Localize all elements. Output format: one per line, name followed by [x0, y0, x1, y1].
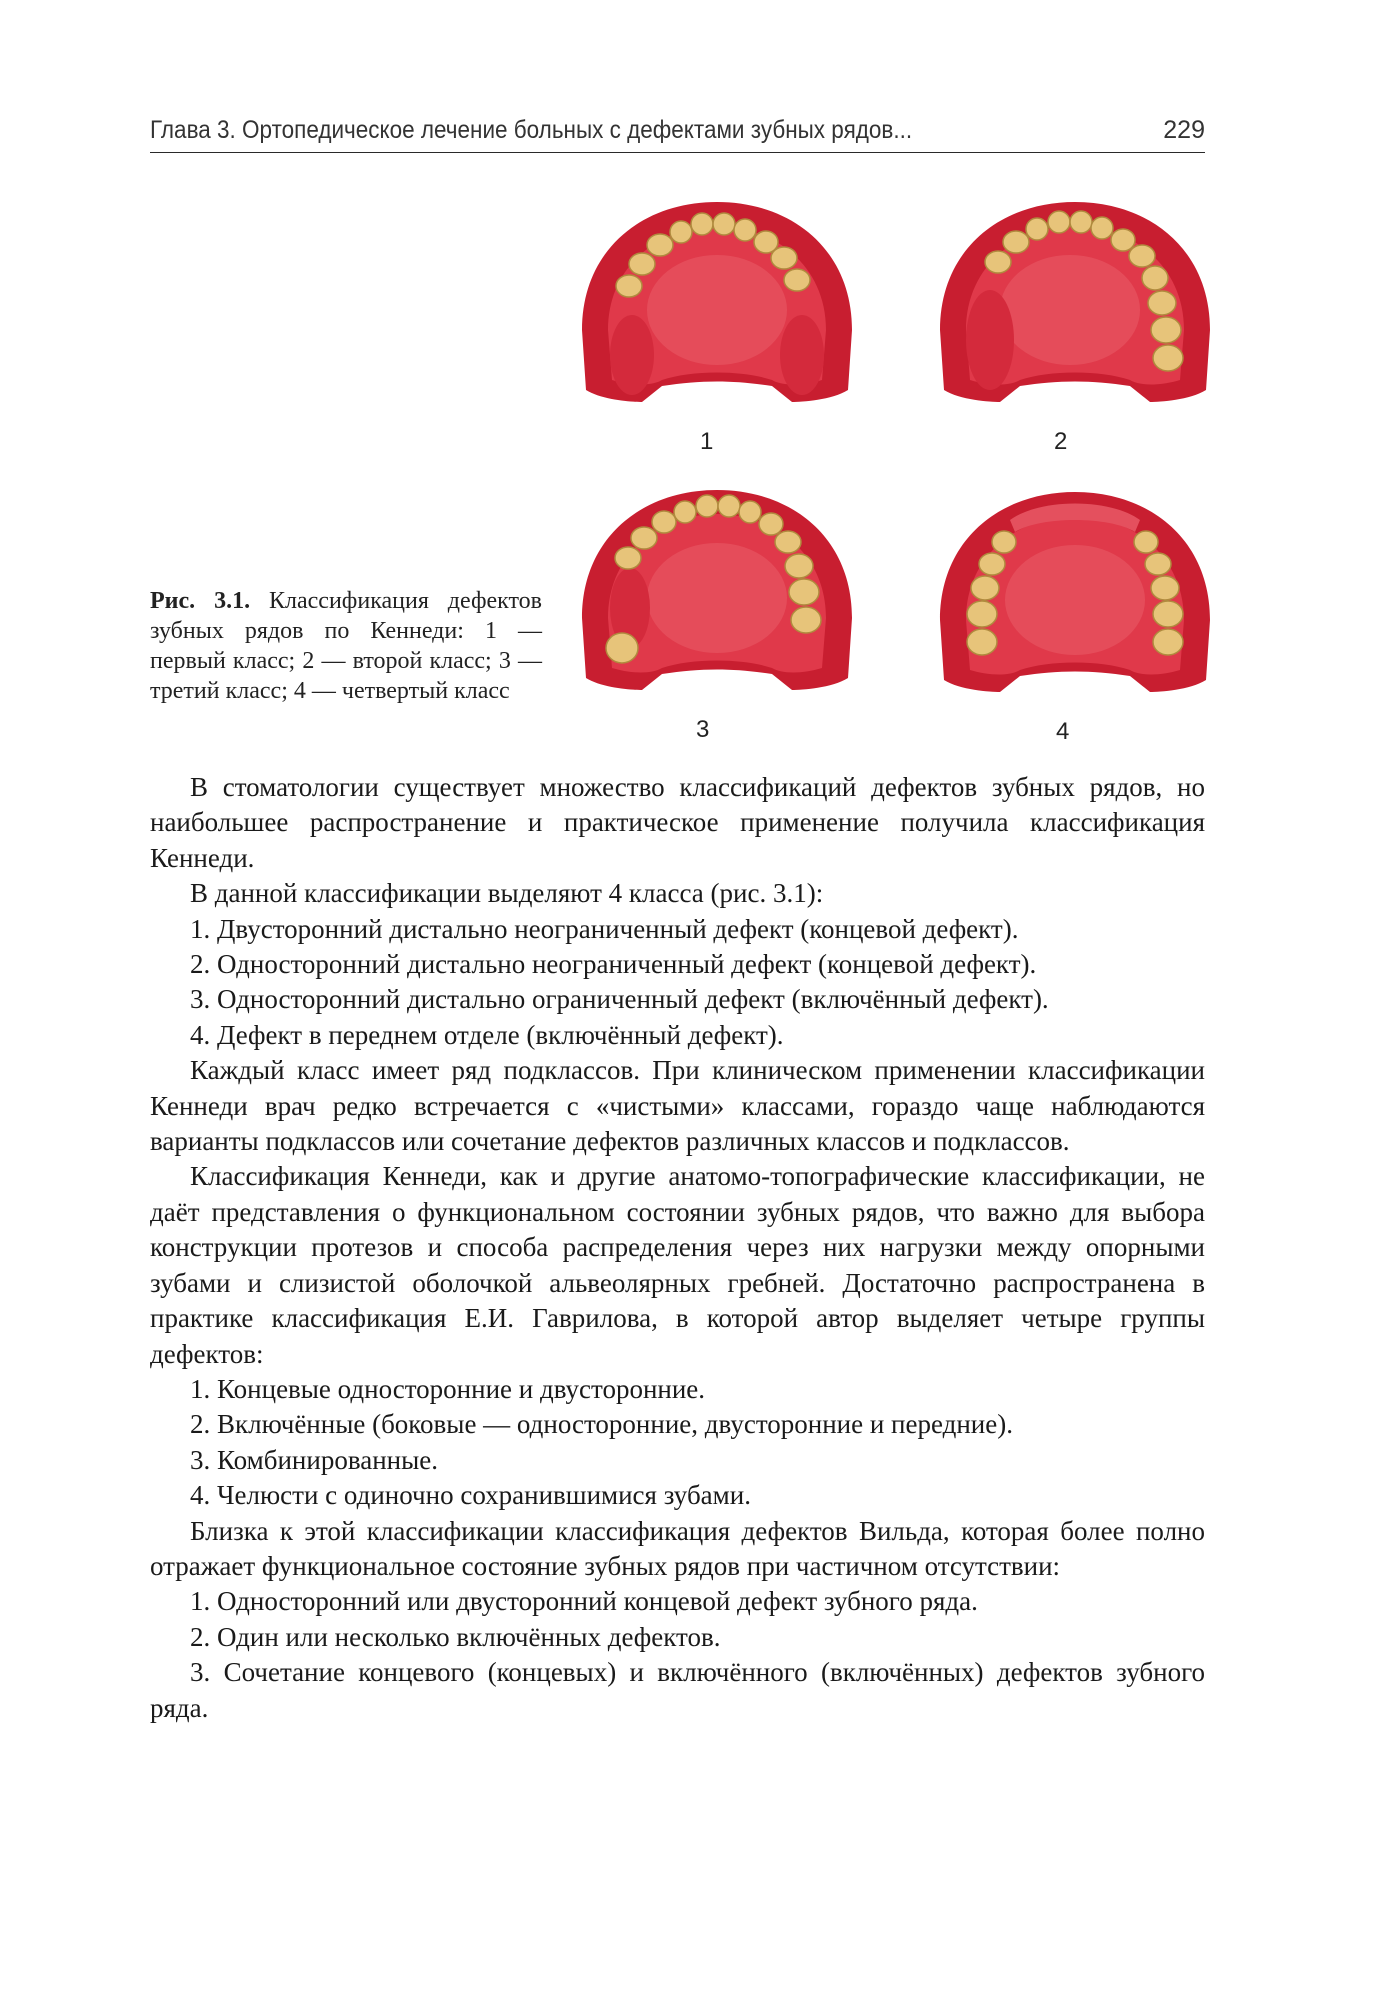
main-text	[150, 770, 1205, 1726]
list-item-kennedy: 2. Односторонний дистально неограниченный дефект (концевой дефект).	[190, 949, 1037, 980]
list-item-wild: 2. Один или несколько включённых дефектов.	[190, 1621, 721, 1652]
figure-caption	[150, 586, 542, 706]
list-item-gavrilov: 2. Включённые (боковые — односторонние, двусторонние и передние).	[190, 1409, 1013, 1440]
list-item-kennedy: 3. Односторонний дистально ограниченный дефект (включённый дефект).	[190, 984, 1049, 1015]
jaw-model-class-3	[572, 478, 862, 718]
page-number: 229	[1163, 116, 1205, 144]
list-item-kennedy: 4. Дефект в переднем отделе (включённый дефект).	[190, 1019, 784, 1050]
running-header	[150, 112, 1205, 153]
list-item-wild: 1. Односторонний или двусторонний концевой дефект зубного ряда.	[190, 1586, 978, 1617]
list-item-gavrilov: 4. Челюсти с одиночно сохранившимися зубами.	[190, 1480, 751, 1511]
jaw-model-class-1	[572, 190, 862, 430]
jaw-model-class-2	[930, 190, 1220, 430]
paragraph-gavrilov: Классификация Кеннеди, как и другие анатомо-топографические классификации, не даёт представления о функциональном состоянии зубных рядов, что важно для выбора конструкции протезов и способа распределения через них нагрузки между опорными зубами и слизистой оболочкой альвеолярных гребней. Достаточно распространена в практике классификация Е.И. Гаврилова, в которой автор выделяет четыре группы дефектов:	[150, 1161, 1205, 1369]
caption-text: Классификация дефектов зубных рядов по Кеннеди: 1 — первый класс; 2 — второй класс; 3 — третий класс; 4 — четвертый класс	[150, 588, 543, 704]
list-item-wild: 3. Сочетание концевого (концевых) и включённого (включённых) дефектов зубного ряда.	[150, 1657, 1205, 1723]
chapter-title: Глава 3. Ортопедическое лечение больных с дефектами зубных рядов...	[150, 116, 913, 144]
figure-label-1: 1	[700, 428, 714, 455]
list-item-gavrilov: 3. Комбинированные.	[190, 1444, 438, 1475]
list-item-gavrilov: 1. Концевые односторонние и двусторонние.	[190, 1373, 706, 1404]
caption-label: Рис. 3.1.	[150, 588, 251, 614]
list-item-kennedy: 1. Двусторонний дистально неограниченный дефект (концевой дефект).	[190, 913, 1019, 944]
paragraph-kennedy-classes: В данной классификации выделяют 4 класса (рис. 3.1):	[190, 878, 824, 909]
figure-label-3: 3	[696, 716, 710, 743]
figure-label-4: 4	[1056, 718, 1070, 745]
paragraph-subclasses: Каждый класс имеет ряд подклассов. При клиническом применении классификации Кеннеди врач редко встречается с «чистыми» классами, гораздо чаще наблюдаются варианты подклассов или сочетание дефектов различных классов и подклассов.	[150, 1055, 1205, 1157]
paragraph-intro: В стоматологии существует множество классификаций дефектов зубных рядов, но наибольшее распространение и практическое применение получила классификация Кеннеди.	[150, 772, 1205, 873]
paragraph-wild: Близка к этой классификации классификация дефектов Вильда, которая более полно отражает функциональное состояние зубных рядов при частичном отсутствии:	[150, 1515, 1205, 1581]
figure-label-2: 2	[1054, 428, 1068, 455]
jaw-model-class-4	[930, 480, 1220, 720]
